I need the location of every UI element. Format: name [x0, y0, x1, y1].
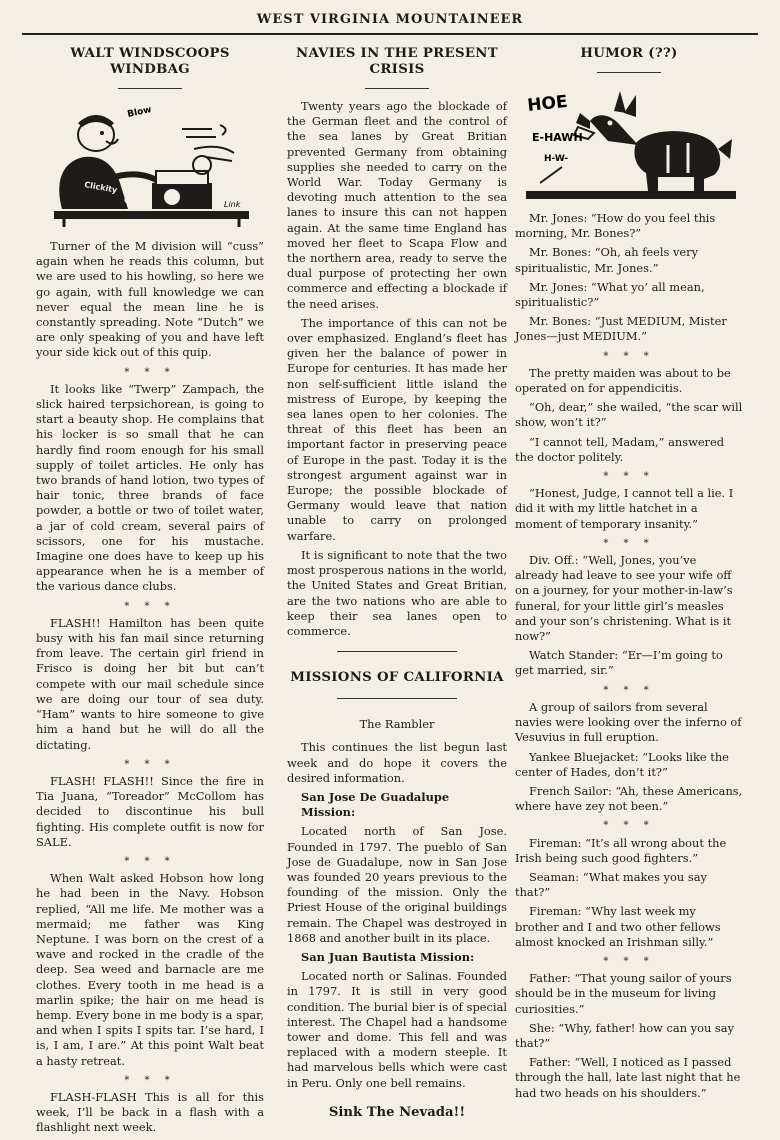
title-divider	[597, 72, 661, 73]
column-humor	[515, 46, 743, 1105]
article-divider	[337, 651, 457, 652]
article-title-missions: MISSIONS OF CALIFORNIA	[290, 670, 504, 686]
column-walt-windscoops	[36, 46, 264, 1140]
slogan: Sink The Nevada!!	[328, 1104, 466, 1120]
section-separator: * * *	[124, 1074, 176, 1086]
cartoon-donkey	[518, 83, 740, 201]
paragraph: Mr. Jones: “What yo’ all mean, spiritualistic?”	[515, 279, 705, 310]
paragraph: Father: “That young sailor of yours should be in the museum for living curiosities.”	[515, 971, 732, 1016]
title-divider	[118, 88, 182, 89]
article-title-walt: WALT WINDSCOOPS WINDBAG	[70, 46, 230, 77]
section-separator: * * *	[124, 855, 176, 867]
paragraph: Located north or Salinas. Founded in 1797. It is still in very good condition. The burial bier is of special interest. The Chapel had a handsome tower and dome. This fell and was replaced with a modern steeple. It had marvelous bells which were cast in Peru. Only one bell remains.	[287, 969, 507, 1090]
section-separator: * * *	[124, 758, 176, 770]
section-separator: * * *	[124, 366, 176, 378]
paragraph: “I cannot tell, Madam,” answered the doctor politely.	[515, 434, 725, 464]
cartoon-word-clickity: Clickity	[83, 180, 118, 195]
paragraph: FLASH!! Hamilton has been quite busy with his fan mail since returning from leave. The certain girl friend in Frisco is doing her bit but can’t compete with our mail schedule since we are doing our tour of sea duty. “Ham” wants to hire someone to give him a hand but he will do all the dictating.	[36, 615, 264, 752]
title-divider	[365, 88, 429, 89]
paragraph: A group of sailors from several navies were looking over the inferno of Vesuvius in full eruption.	[515, 699, 742, 745]
section-separator: * * *	[124, 600, 176, 612]
paragraph: Fireman: “It’s all wrong about the Irish being such good fighters.”	[515, 835, 727, 865]
subheading-mission: San Jose De Guadalupe Mission:	[301, 789, 450, 820]
section-separator: * * *	[603, 820, 655, 832]
paragraph: This continues the list begun last week and do hope it covers the desired information.	[287, 740, 507, 785]
section-separator: * * *	[603, 350, 655, 362]
paragraph: Turner of the M division will “cuss” again when he reads this column, but we are used to his howling, so here we go again, with full knowledge we can never equal the mean line he is constantly spreading. Note “Dutch” we are only speaking of you and have left your side kick out of this quip.	[36, 239, 264, 360]
masthead-rule	[22, 33, 758, 35]
paragraph: FLASH-FLASH This is all for this week, I’ll be back in a flash with a flashlight next week.	[36, 1089, 264, 1135]
paragraph: “Honest, Judge, I cannot tell a lie. I did it with my little hatchet in a moment of temporary insanity.”	[515, 486, 734, 531]
section-separator: * * *	[603, 684, 655, 696]
article-title-humor: HUMOR (??)	[580, 46, 678, 61]
paragraph: Mr. Bones: “Oh, ah feels very spiritualistic, Mr. Jones.”	[515, 245, 699, 275]
section-separator: * * *	[603, 471, 655, 483]
paragraph: It is significant to note that the two most prosperous nations in the world, the United States and Great Britian, are the two nations who are able to keep their sea lanes open to commerce.	[287, 547, 507, 638]
paragraph: Div. Off.: “Well, Jones, you’ve already had leave to see your wife off on a journey, for your mother-in-law’s funeral, for your little girl’s measles and your son’s christening. What is it now?”	[515, 553, 733, 644]
cartoon-word-hw: H-W-	[544, 154, 569, 164]
paragraph: Mr. Bones: “Just MEDIUM, Mister Jones—just MEDIUM.”	[515, 314, 727, 344]
cartoon-word-blow: Blow	[126, 105, 153, 120]
paragraph: Father: “Well, I noticed as I passed through the hall, late last night that he had two heads on his shoulders.”	[515, 1055, 741, 1100]
paragraph: Yankee Bluejacket: “Looks like the center of Hades, don’t it?”	[515, 749, 729, 779]
paragraph: Watch Stander: “Er—I’m going to get married, sir.”	[515, 648, 723, 678]
article-divider	[337, 698, 457, 699]
paragraph: “Oh, dear,” she wailed, “the scar will show, won’t it?”	[515, 400, 743, 430]
paragraph: When Walt asked Hobson how long he had been in the Navy. Hobson replied, “All me life. Me mother was a mermaid; me father was King Neptune. I was born on the crest of a wave and rocked in the cradle of the deep. Sea weed and barnacle are me clothes. Every tooth in me head is a marlin spike; the hair on me head is hemp. Every bone in me body is a spar, and when I spits I spits tar. I’se hard, I is, I am, I are.” At this point Walt beat a hasty retreat.	[36, 871, 264, 1068]
article-title-navies: NAVIES IN THE PRESENT CRISIS	[296, 46, 498, 77]
paragraph: It looks like “Twerp” Zampach, the slick haired terpsichorean, is going to start a beauty shop. He complains that his locker is so small that he can hardly find room enough for his small supply of toilet articles. He only has two brands of hand lotion, two types of hair tonic, three brands of face powder, a bottle or two of toilet water, a jar of cold cream, several pairs of scissors, one for his mustache. Imagine one does have to keep up his appearance when he is a member of the various dance clubs.	[36, 381, 264, 594]
cartoon-word-click: Click	[124, 196, 146, 205]
column-navies	[287, 46, 507, 1120]
cartoon-sailor-typing	[44, 99, 256, 229]
paragraph: Seaman: “What makes you say that?”	[515, 869, 707, 900]
paragraph: Mr. Jones: “How do you feel this morning, Mr. Bones?”	[515, 211, 716, 241]
paragraph: Located north of San Jose. Founded in 1797. The pueblo of San Jose de Guadalupe, now in San Jose was founded 20 years previous to the founding of the mission. Only the Priest House of the original buildings remain. The Chapel was destroyed in 1868 and another built in its place.	[287, 824, 507, 945]
masthead: WEST VIRGINIA MOUNTAINEER	[256, 12, 524, 27]
cartoon-signature: Link	[224, 200, 241, 209]
section-separator: * * *	[603, 955, 655, 967]
paragraph: FLASH! FLASH!! Since the fire in Tia Juana, “Toreador” McCollom has decided to discontinue his bull fighting. His complete outfit is now for SALE.	[36, 773, 264, 849]
paragraph: Fireman: “Why last week my brother and I and two other fellows almost knocked an Irishman silly.”	[515, 904, 721, 949]
byline: The Rambler	[359, 717, 435, 732]
paragraph: Twenty years ago the blockade of the German fleet and the control of the sea lanes by Great Britian prevented Germany from obtaining supplies she needed to carry on the World War. Today Germany is devoting much attention to the sea lanes to insure this can not happen again. At the same time England has moved her fleet to Scapa Flow and the northern area, ready to serve the dual purpose of protecting her own commerce and effecting a blockade if the need arises.	[287, 99, 507, 311]
paragraph: French Sailor: “Ah, these Americans, where have zey not been.”	[515, 783, 743, 814]
paragraph: The importance of this can not be over emphasized. England’s fleet has given her the balance of power in Europe for centuries. It has made her non self-sufficient little island the mistress of Europe, by keeping the sea lanes open to her colonies. The threat of this fleet has been an important factor in preserving peace of Europe in the past. Today it is the strongest argument against war in Europe; the possible blockade of Germany would leave that nation unable to carry on prolonged warfare.	[287, 315, 507, 543]
section-separator: * * *	[603, 537, 655, 549]
paragraph: She: “Why, father! how can you say that?”	[515, 1020, 735, 1050]
cartoon-word-ehawh: E-HAWH	[532, 131, 583, 144]
cartoon-word-hoe: HOE	[526, 91, 569, 116]
paragraph: The pretty maiden was about to be operated on for appendicitis.	[515, 365, 731, 396]
subheading-mission: San Juan Bautista Mission:	[301, 949, 475, 964]
